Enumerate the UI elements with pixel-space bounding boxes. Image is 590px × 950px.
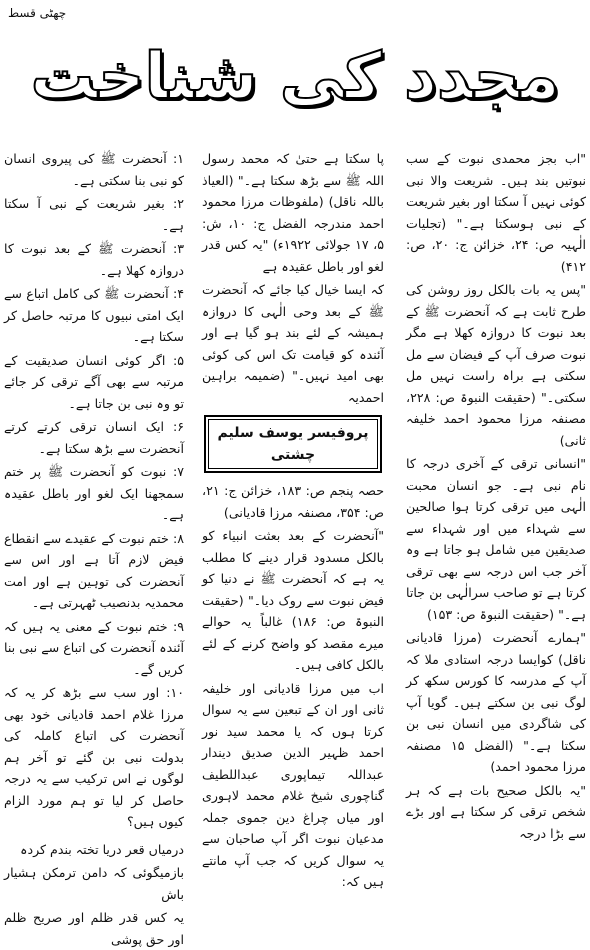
paragraph: "آنحضرت کے بعد بعثت انبیاء کو بالکل مسدود قرار دینے کا مطلب یہ ہے کہ آنحضرت ﷺ نے دنیا کو فیض نبوت سے روک دیا۔" (حقیقت النبوۃ ص: ۱۸۶) غالباً یہ حوالے میرے مقصد کو واضح کرنے کے لئے بالکل کافی ہیں۔ [202, 525, 384, 676]
verse-line [4, 839, 184, 861]
episode-label: چھٹی قسط [8, 6, 66, 20]
verse-line [4, 862, 184, 905]
author-box [204, 415, 382, 473]
list-item: ۶: ایک انسان ترقی کرتے کرتے آنحضرت سے بڑھ سکتا ہے۔ [4, 416, 184, 459]
list-item: ۲: بغیر شریعت کے نبی آ سکتا ہے۔ [4, 193, 184, 236]
verse-text: یہ کس قدر ظلم اور صریح ظلم اور حق پوشی [4, 907, 184, 950]
paragraph: "ہمارے آنحضرت (مرزا قادیانی ناقل) کوایسا درجہ استادی ملا کہ آپ کے مدرسہ کا کورس سکھ کر لوگ نبی بن سکتے ہیں۔ گویا آپ کی شاگردی میں انسان نبی بن سکتا ہے۔" (الفضل ۱۵ مصنفہ مرزا محمود احمد) [406, 627, 586, 778]
column-left [4, 148, 184, 813]
list-item: ۱: آنحضرت ﷺ کی پیروی انسان کو نبی بنا سکتی ہے۔ [4, 148, 184, 191]
list-item: ۵: اگر کوئی انسان صدیقیت کے مرتبہ سے بھی آگے ترقی کر جائے تو وہ نبی بن جاتا ہے۔ [4, 350, 184, 415]
author-name: پروفیسر یوسف سلیم چشتی [208, 419, 378, 469]
list-item: ۱۰: اور سب سے بڑھ کر یہ کہ مرزا غلام احمد قادیانی خود بھی آنحضرت کی اتباع کاملہ کی بدولت نبی بن گئے تو آخر ہم لوگوں نے اس ترکیب سے یہ درجہ حاصل کر لیا تو ہم مورد الزام کیوں ہیں؟ [4, 682, 184, 833]
column-right [406, 148, 586, 813]
verse-text: بازمیگوئی کہ دامن ترمکن ہشیار باش [4, 862, 184, 905]
verse-text: درمیاں قعر دریا تختہ بندم کردہ [20, 839, 184, 861]
paragraph: "یہ بالکل صحیح بات ہے کہ ہر شخص ترقی کر سکتا ہے اور بڑے سے بڑا درجہ [406, 780, 586, 845]
paragraph: پا سکتا ہے حتیٰ کہ محمد رسول اللہ ﷺ سے بڑھ سکتا ہے۔" (العیاذ باللہ ناقل) (ملفوظات مرزا محمود احمد مندرجہ الفضل ج: ۱۰، ش: ۵، ۱۷ جولائی ۱۹۲۲ء) "یہ کس قدر لغو اور باطل عقیدہ ہے [202, 148, 384, 277]
list-item: ۳: آنحضرت ﷺ کے بعد نبوت کا دروازہ کھلا ہے۔ [4, 238, 184, 281]
paragraph: "اب بجز محمدی نبوت کے سب نبوتیں بند ہیں۔ شریعت والا نبی کوئی نہیں آ سکتا اور بغیر شریعت کے نبی ہوسکتا ہے۔" (تجلیات الٰہیہ ص: ۲۴، خزائن ج: ۲۰، ص: ۴۱۲) [406, 148, 586, 277]
verse-line [4, 907, 184, 950]
paragraph: اب میں مرزا قادیانی اور خلیفہ ثانی اور ان کے تبعین سے یہ سوال کرتا ہوں کہ یا محمد سید نور احمد ظہیر الدین صدیق دیندار عبداللہ تیماپوری عبداللطیف گناچوری شیخ غلام محمد لاہوری اور میاں چراغ دین جموی جملہ مدعیان نبوت اگر آپ صاحبان سے یہ سوال کریں کہ جب آپ مانتے ہیں کہ: [202, 678, 384, 893]
paragraph: "پس یہ بات بالکل روز روشن کی طرح ثابت ہے کہ آنحضرت ﷺ کے بعد نبوت کا دروازہ کھلا ہے مگر نبوت صرف آپ کے فیضان سے مل سکتی ہے براہ راست نہیں مل سکتی۔" (حقیقت النبوۃ ص: ۲۲۸، مصنفہ مرزا محمود احمد خلیفہ ثانی) [406, 279, 586, 451]
list-item: ۴: آنحضرت ﷺ کی کامل اتباع سے ایک امتی نبیوں کا مرتبہ حاصل کر سکتا ہے۔ [4, 283, 184, 348]
article-title: مجدد کی شناخت [30, 44, 559, 111]
paragraph: کہ ایسا خیال کیا جائے کہ آنحضرت ﷺ کے بعد وحی الٰہی کا دروازہ ہمیشہ کے لئے بند ہو گیا ہے اور آئندہ کو قیامت تک اس کی کوئی بھی امید نہیں۔" (ضمیمہ براہین احمدیہ [202, 279, 384, 408]
list-item: ۹: ختم نبوت کے معنی یہ ہیں کہ آئندہ آنحضرت کی اتباع سے نبی بنا کریں گے۔ [4, 616, 184, 681]
column-middle [202, 148, 384, 813]
paragraph: "انسانی ترقی کے آخری درجہ کا نام نبی ہے۔ جو انسان محبت الٰہی میں ترقی کرتا ہوا صالحین سے شہداء میں اور شہداء سے صدیقین میں شامل ہو جاتا ہے وہ آخر جب اس درجہ سے بھی ترقی کرتا ہے تو صاحب سرالٰہی بن جاتا ہے۔" (حقیقت النبوۃ ص: ۱۵۳) [406, 453, 586, 625]
list-item: ۸: ختم نبوت کے عقیدے سے انقطاع فیض لازم آتا ہے اور اس سے آنحضرت کی توہین ہے اور امت محمدیہ بدنصیب ٹھہرتی ہے۔ [4, 528, 184, 614]
title-banner [0, 44, 590, 111]
persian-verse [4, 839, 184, 950]
list-item: ۷: نبوت کو آنحضرت ﷺ پر ختم سمجھنا ایک لغو اور باطل عقیدہ ہے۔ [4, 461, 184, 526]
paragraph: حصہ پنجم ص: ۱۸۳، خزائن ج: ۲۱، ص: ۳۵۴، مصنفہ مرزا قادیانی) [202, 480, 384, 523]
